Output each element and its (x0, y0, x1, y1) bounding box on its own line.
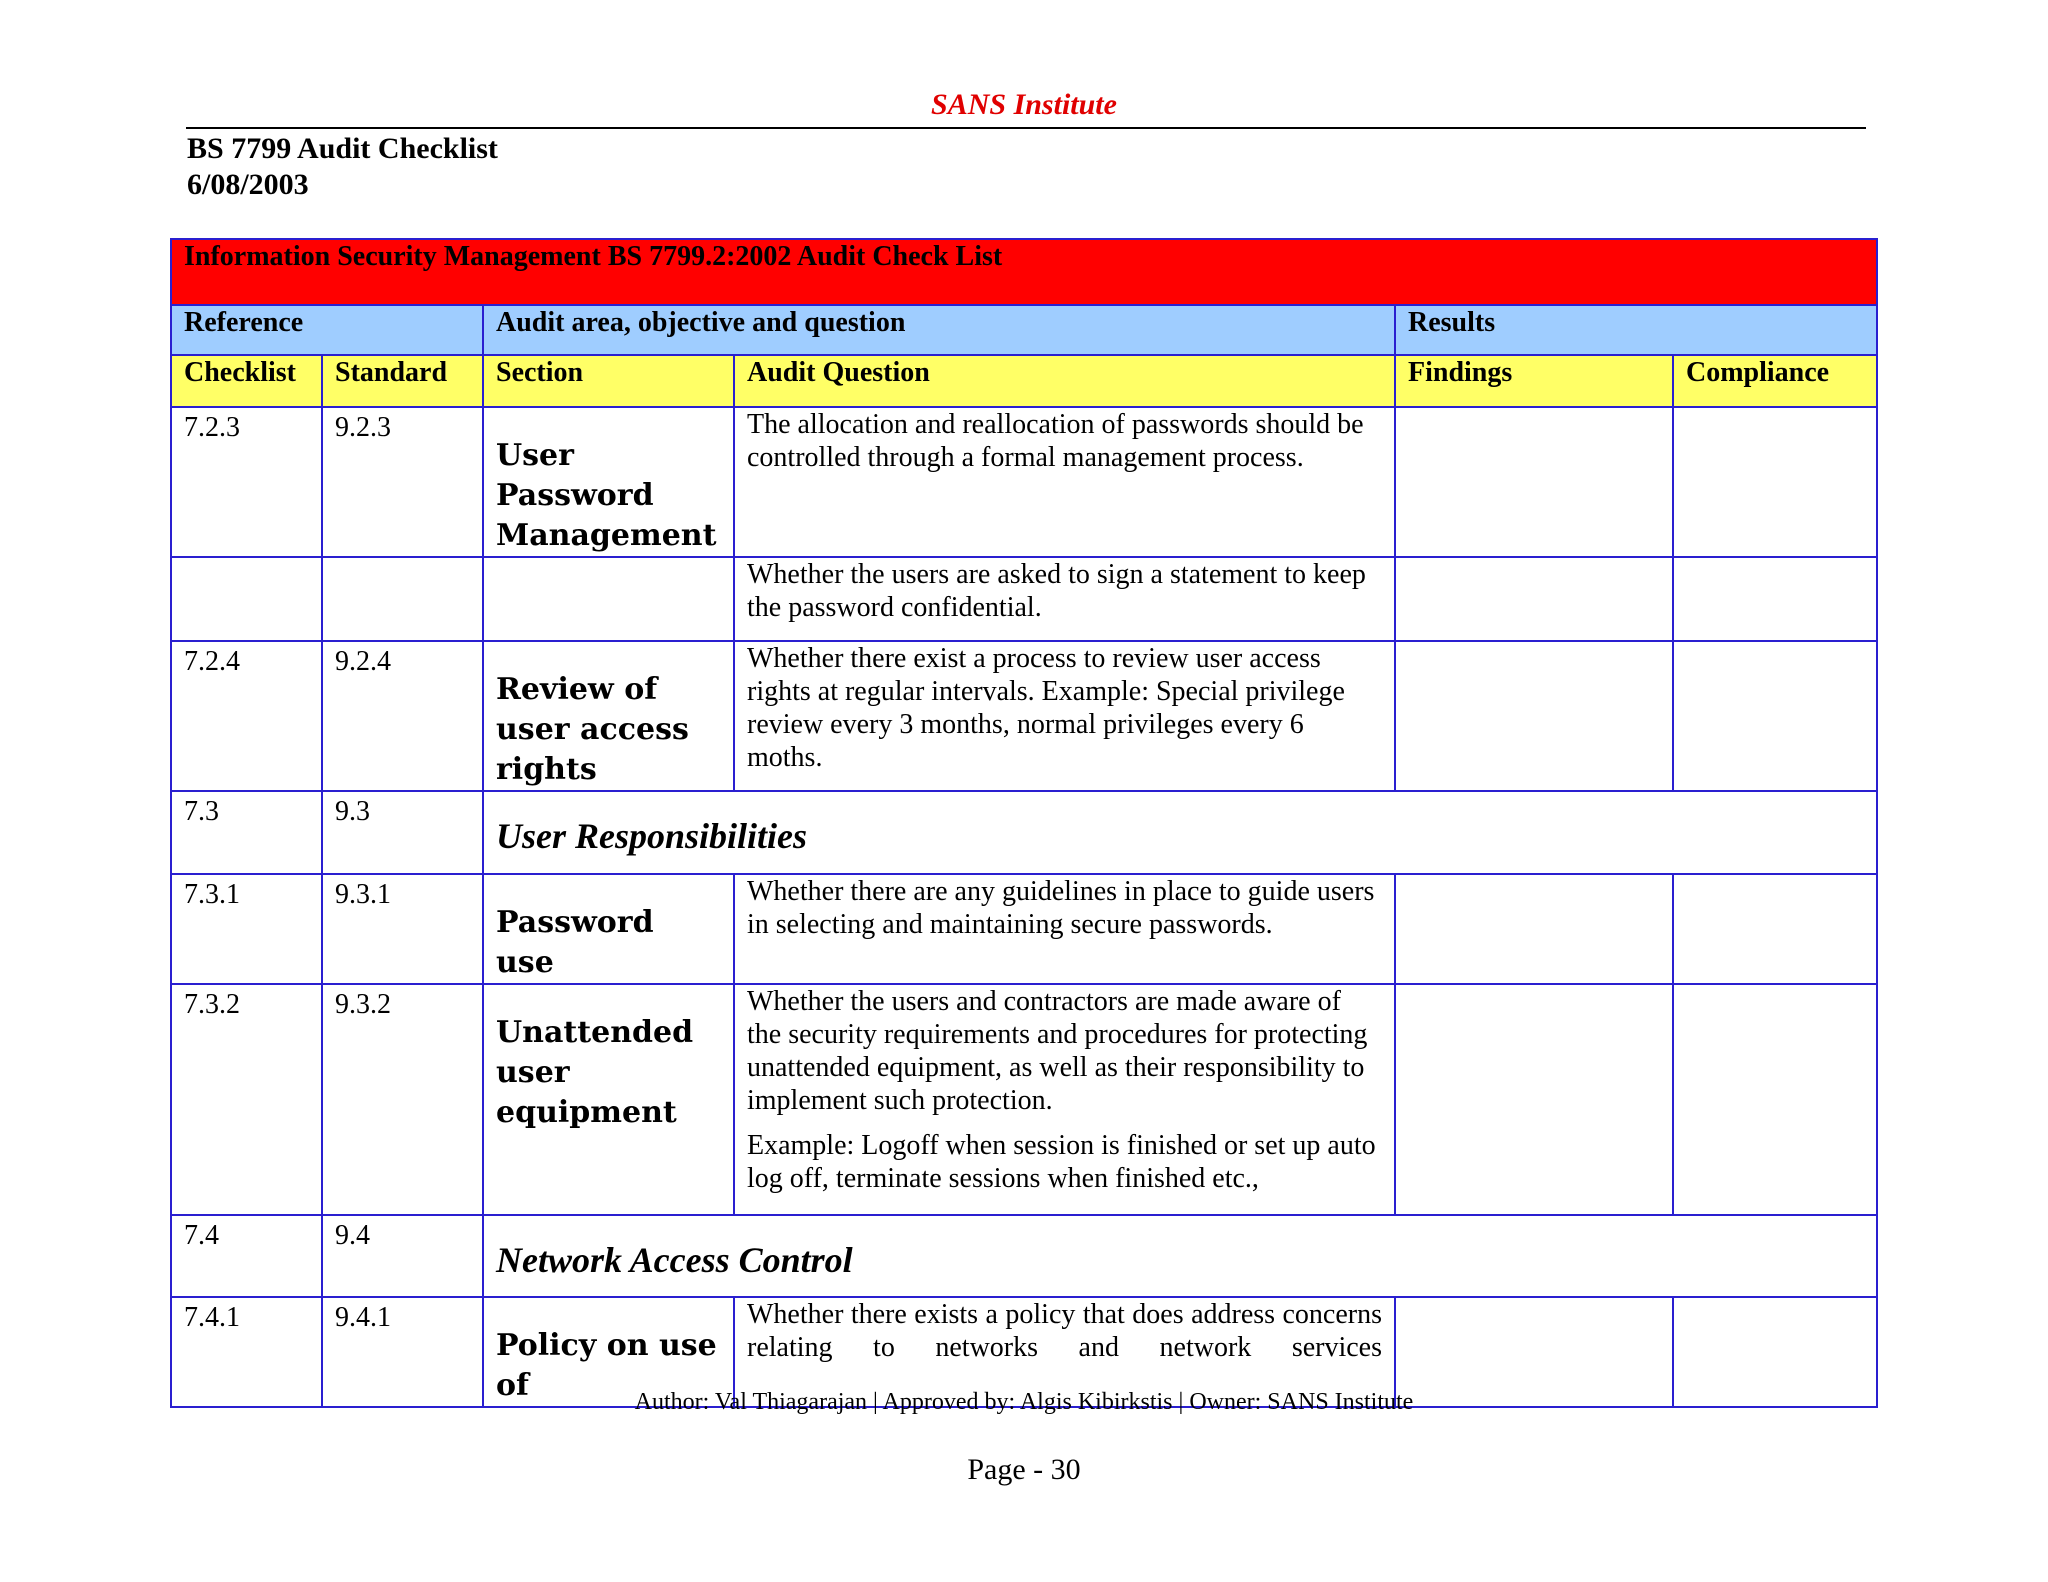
column-header-audit-question: Audit Question (734, 355, 1395, 407)
table-row (171, 984, 1877, 1215)
audit-question: Whether there exist a process to review user access rights at regular intervals. Example: Special privilege review every 3 months, normal privileges every 6 moths. (747, 643, 1345, 773)
group-header-audit-area: Audit area, objective and question (483, 305, 1395, 355)
document-title-block (187, 131, 498, 203)
section-label: Password use (496, 905, 654, 980)
standard-ref: 9.2.3 (335, 412, 391, 443)
section-label: Unattended user equipment (496, 1015, 694, 1130)
audit-question: The allocation and reallocation of passwords should be controlled through a formal management process. (747, 409, 1364, 473)
group-header-row (171, 305, 1877, 355)
document-title: BS 7799 Audit Checklist (187, 132, 498, 165)
column-header-section: Section (483, 355, 734, 407)
table-title: Information Security Management BS 7799.2:2002 Audit Check List (171, 239, 1877, 305)
standard-ref: 9.2.4 (335, 646, 391, 677)
checklist-ref: 7.3 (184, 796, 219, 827)
standard-ref: 9.4.1 (335, 1302, 391, 1333)
organization-header: SANS Institute (931, 88, 1117, 121)
column-header-row (171, 355, 1877, 407)
checklist-ref (184, 558, 309, 561)
section-label: User Password Management (496, 438, 717, 553)
audit-question: Whether the users and contractors are made aware of the security requirements and procedures for protecting unattended equipment, as well as their responsibility to implement such protection. (747, 986, 1368, 1116)
column-header-findings: Findings (1395, 355, 1673, 407)
subsection-title: User Responsibilities (496, 816, 808, 856)
standard-ref: 9.3.2 (335, 989, 391, 1020)
checklist-ref: 7.3.1 (184, 879, 240, 910)
findings-cell[interactable] (1395, 641, 1673, 791)
checklist-ref: 7.2.4 (184, 646, 240, 677)
page-number: Page - 30 (967, 1453, 1081, 1486)
group-header-reference: Reference (171, 305, 483, 355)
standard-ref: 9.3.1 (335, 879, 391, 910)
audit-question: Whether the users are asked to sign a statement to keep the password confidential. (747, 559, 1366, 623)
compliance-cell[interactable] (1673, 984, 1877, 1215)
section-label (496, 558, 721, 586)
compliance-cell[interactable] (1673, 557, 1877, 641)
compliance-cell[interactable] (1673, 874, 1877, 984)
compliance-cell[interactable] (1673, 407, 1877, 557)
standard-ref (335, 558, 470, 561)
column-header-checklist: Checklist (171, 355, 322, 407)
footer-author-line: Author: Val Thiagarajan | Approved by: Algis Kibirkstis | Owner: SANS Institute (634, 1389, 1414, 1415)
table-title-row (171, 239, 1877, 305)
checklist-ref: 7.4 (184, 1220, 219, 1251)
table-row (171, 641, 1877, 791)
standard-ref: 9.4 (335, 1220, 370, 1251)
section-label: Review of user access rights (496, 672, 689, 787)
subsection-row (171, 791, 1877, 874)
table-row (171, 557, 1877, 641)
audit-checklist-table (170, 238, 1878, 1408)
group-header-results: Results (1395, 305, 1877, 355)
column-header-standard: Standard (322, 355, 483, 407)
table-row (171, 407, 1877, 557)
checklist-ref: 7.3.2 (184, 989, 240, 1020)
findings-cell[interactable] (1395, 557, 1673, 641)
findings-cell[interactable] (1395, 874, 1673, 984)
compliance-cell[interactable] (1673, 641, 1877, 791)
header-divider (186, 127, 1866, 129)
checklist-ref: 7.4.1 (184, 1302, 240, 1333)
section-label: Policy on use of (496, 1328, 717, 1403)
table-row (171, 874, 1877, 984)
audit-question: Whether there are any guidelines in place to guide users in selecting and maintaining secure passwords. (747, 876, 1375, 940)
subsection-title: Network Access Control (496, 1240, 853, 1280)
column-header-compliance: Compliance (1673, 355, 1877, 407)
findings-cell[interactable] (1395, 407, 1673, 557)
findings-cell[interactable] (1395, 984, 1673, 1215)
subsection-row (171, 1215, 1877, 1297)
audit-question: Whether there exists a policy that does address concerns relating to networks and network services (747, 1299, 1382, 1363)
standard-ref: 9.3 (335, 796, 370, 827)
document-date: 6/08/2003 (187, 168, 309, 201)
audit-question-example: Example: Logoff when session is finished or set up auto log off, terminate sessions when finished etc., (747, 1130, 1376, 1194)
checklist-ref: 7.2.3 (184, 412, 240, 443)
